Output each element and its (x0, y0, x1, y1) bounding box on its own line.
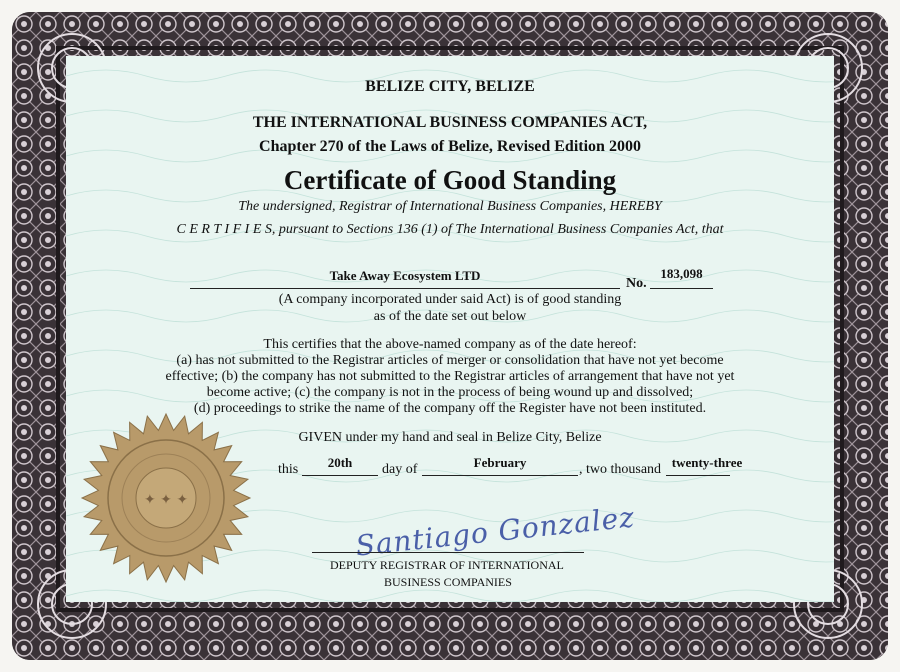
day-underline (302, 475, 378, 476)
this-certifies-line: This certifies that the above-named company as of the date hereof: (263, 337, 637, 352)
company-number: 183,098 (660, 266, 703, 281)
number-label: No. (626, 276, 647, 291)
two-thousand-label: , two thousand (579, 462, 662, 477)
act-chapter-heading: Chapter 270 of the Laws of Belize, Revised Edition 2000 (259, 138, 641, 155)
incorporated-line-1: (A company incorporated under said Act) is of good standing (278, 292, 622, 307)
this-label: this (278, 462, 299, 477)
svg-text:✦ ✦ ✦: ✦ ✦ ✦ (143, 492, 189, 508)
clause-line: become active; (c) the company is not in the process of being wound up and dissolved; (206, 385, 694, 400)
company-name: Take Away Ecosystem LTD (329, 268, 481, 283)
incorporated-line-2: as of the date set out below (373, 309, 527, 324)
number-underline (650, 288, 713, 289)
signature-line (312, 552, 584, 553)
company-name-underline (190, 288, 620, 289)
deputy-title-line-2: BUSINESS COMPANIES (384, 575, 512, 589)
act-heading: THE INTERNATIONAL BUSINESS COMPANIES ACT, (252, 114, 648, 131)
clause-line: effective; (b) the company has not submitted to the Registrar articles of arrangement that have not yet (165, 369, 735, 384)
year-underline (666, 475, 730, 476)
embossed-seal (80, 412, 252, 584)
year-value: twenty-three (671, 455, 743, 470)
clause-line: (d) proceedings to strike the name of the company off the Register have not been instituted. (193, 401, 707, 416)
certificate-title: Certificate of Good Standing (283, 165, 617, 195)
clause-line: (a) has not submitted to the Registrar articles of merger or consolidation that have not yet become (176, 353, 724, 368)
deputy-title-line-1: DEPUTY REGISTRAR OF INTERNATIONAL (330, 558, 564, 572)
month-underline (422, 475, 578, 476)
city-heading: BELIZE CITY, BELIZE (365, 78, 535, 95)
given-line: GIVEN under my hand and seal in Belize City, Belize (298, 430, 602, 445)
certifies-line: C E R T I F I E S, pursuant to Sections 136 (1) of The International Business Companies Act, that (176, 222, 724, 237)
day-of-label: day of (382, 462, 418, 477)
undersigned-line: The undersigned, Registrar of International Business Companies, HEREBY (238, 199, 662, 214)
registrar-signature: Santiago Gonzalez (354, 500, 637, 563)
day-value: 20th (327, 455, 353, 470)
month-value: February (473, 455, 527, 470)
